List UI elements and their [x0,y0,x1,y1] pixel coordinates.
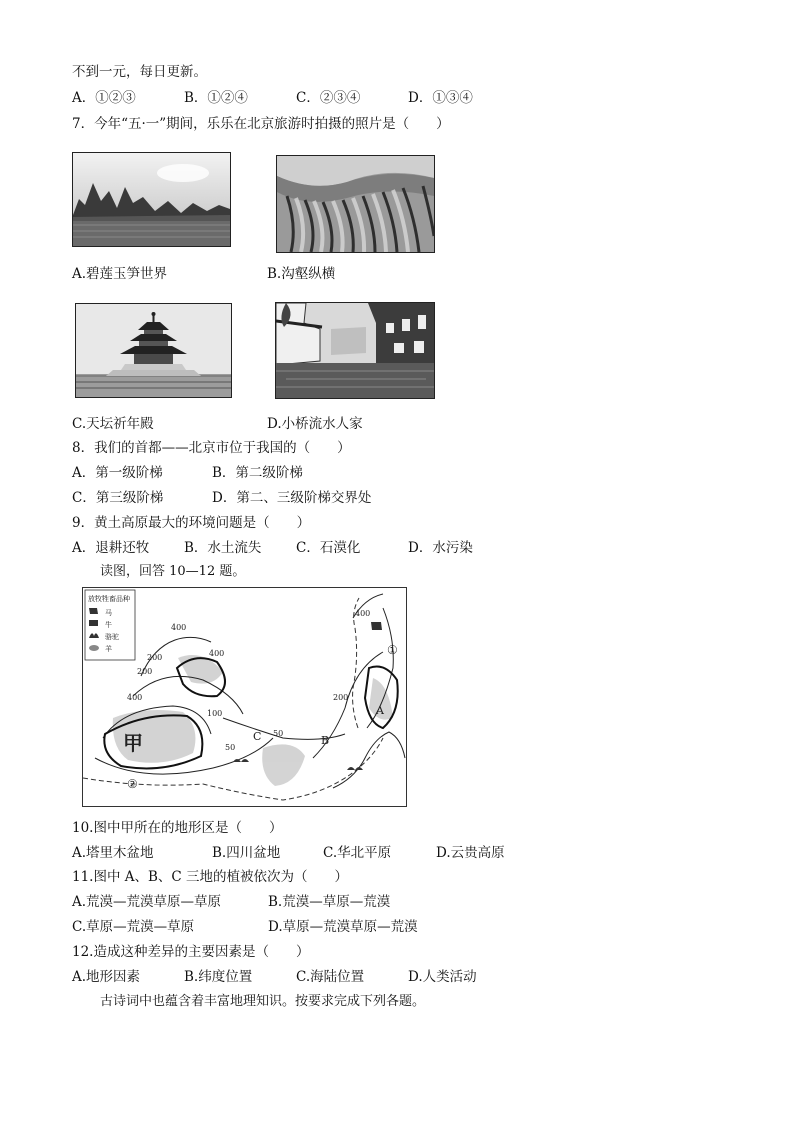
legend-item-horse: 马 [105,609,112,617]
lowland-shading [262,744,305,786]
camel-icon [347,767,363,770]
question-9: 9．黄土高原最大的环境问题是（ ） [72,515,311,531]
question-10: 10.图中甲所在的地形区是（ ） [72,820,283,836]
cattle-icon [371,622,382,630]
photo-water-town [275,302,435,399]
contour-label: 400 [355,609,371,618]
legend-horse-icon [89,608,98,614]
photo-caption-a: A.碧莲玉笋世界 [72,266,168,282]
q8-option-d: D．第二、三级阶梯交界处 [212,490,372,506]
q11-option-d: D.草原—荒漠草原—荒漠 [268,919,418,935]
contour-label: 200 [147,653,163,662]
contour-label: 50 [225,743,236,752]
photo-temple-of-heaven [75,303,232,398]
coastline [333,732,405,788]
q10-option-a: A.塔里木盆地 [72,845,154,861]
contour-label: 400 [127,693,143,702]
contour-label: 200 [137,667,153,676]
q9-option-a: A．退耕还牧 [72,540,150,556]
region-label-jia: 甲 [123,731,143,755]
photo-caption-d: D.小桥流水人家 [267,416,363,432]
contour-label: 50 [273,729,284,738]
q12-option-d: D.人类活动 [408,969,477,985]
circled-label-1: ① [387,643,398,657]
q6-option-c: C．②③④ [296,90,361,106]
q11-option-c: C.草原—荒漠—草原 [72,919,195,935]
q12-option-a: A.地形因素 [72,969,141,985]
question-12: 12.造成这种差异的主要因素是（ ） [72,944,310,960]
q10-option-b: B.四川盆地 [212,845,281,861]
q12-option-b: B.纬度位置 [184,969,253,985]
photo-loess-gullies [276,155,435,253]
question-11: 11.图中 A、B、C 三地的植被依次为（ ） [72,869,349,885]
q9-option-d: D．水污染 [408,540,473,556]
q6-option-d: D．①③④ [408,90,473,106]
q9-option-b: B．水土流失 [184,540,262,556]
legend-item-camel: 骆驼 [105,633,119,641]
contour-label: 100 [207,709,223,718]
q10-option-d: D.云贵高原 [436,845,505,861]
q10-option-c: C.华北平原 [323,845,392,861]
point-label-c: C [253,730,262,743]
camel-icon [233,759,249,762]
q9-option-c: C．石漠化 [296,540,361,556]
q6-option-a: A．①②③ [72,90,136,106]
q6-option-b: B．①②④ [184,90,248,106]
intro-poetry-section: 古诗词中也蕴含着丰富地理知识。按要求完成下列各题。 [100,994,426,1009]
q8-option-b: B．第二级阶梯 [212,465,303,481]
q11-option-b: B.荒漠—草原—荒漠 [268,894,391,910]
point-label-a: A [376,704,384,717]
text-line: 不到一元，每日更新。 [72,64,207,80]
contour-label: 200 [333,693,349,702]
legend-item-sheep: 羊 [105,645,112,653]
q8-option-a: A．第一级阶梯 [72,465,163,481]
legend-sheep-icon [89,645,99,651]
legend-title: 放牧牲畜品种 [88,595,130,603]
q8-option-c: C．第三级阶梯 [72,490,164,506]
contour-label: 400 [209,649,225,658]
point-label-b: B [321,734,330,747]
q12-option-c: C.海陆位置 [296,969,365,985]
circled-label-2: ② [127,777,138,791]
question-8: 8．我们的首都——北京市位于我国的（ ） [72,440,351,456]
photo-caption-b: B.沟壑纵横 [267,266,336,282]
photo-karst-landscape [72,152,231,247]
intro-questions-10-12: 读图，回答 10—12 题。 [100,564,246,579]
legend-cattle-icon [89,620,98,626]
question-7: 7．今年“五·一”期间，乐乐在北京旅游时拍摄的照片是（ ） [72,116,450,132]
photo-caption-c: C.天坛祈年殿 [72,416,154,432]
map-figure [82,587,407,807]
contour-label: 400 [171,623,187,632]
legend-item-cattle: 牛 [105,621,112,629]
q11-option-a: A.荒漠—荒漠草原—草原 [72,894,222,910]
